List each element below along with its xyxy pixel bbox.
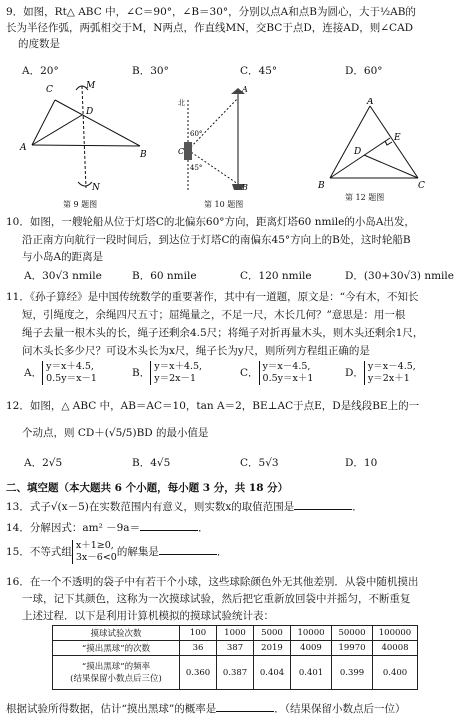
fig12-label-b: B [318,181,325,190]
q11-option-a [24,361,97,385]
q10-line2: 沿正南方向航行一段时间后，到达位于灯塔C的南偏东45°方向上的B处，这时轮船B [22,234,411,246]
q11-line4: 问木头长多少尺？可设木头长为x尺，绳子长为y尺，则所列方程组正确的是 [22,345,370,357]
table-cell: 36 [180,641,217,656]
fig12-caption: 第 12 题图 [345,193,385,202]
q11-option-a-label: A． [24,367,43,379]
table-cell: 0.404 [254,656,291,690]
q11-option-c-system [259,361,314,385]
table-header-cell: 5000 [254,626,291,641]
figure-12 [318,98,428,190]
table-cell-frequency-label [53,656,180,690]
q16-last-text: 根据试验所得数据，估计“摸出黑球”的概率是 [6,703,217,715]
q11-option-d-label: D． [345,367,364,379]
table-header-cell: 50000 [332,626,373,641]
q15-answer-blank[interactable] [159,545,217,555]
q10-option-b: B．60 nmile [132,270,197,282]
q11-option-d-eq1: y＝x－4.5, [367,361,416,372]
fig12-label-c: C [418,181,425,190]
q11-option-b [132,361,202,385]
q15-eq2: 3x－6<0 [75,552,117,563]
q16-line3: 上述过程．以下是利用计算机模拟的摸球试验统计表： [22,610,274,622]
table-header-cell: 摸球试验次数 [53,626,180,641]
q11-line1: 11．《孙子算经》是中国传统数学的重要著作，其中有一道题，原文是：“今有木，不知长 [6,291,419,303]
q16-answer-blank[interactable] [216,702,274,712]
fig10-label-a: A [242,85,248,94]
q11-option-c-eq2: 0.5y＝x＋1 [262,373,314,384]
q12-line2: 个动点，则 CD＋(√5/5)BD 的最小值是 [22,427,209,439]
q11-option-d [345,361,416,385]
q13-text: 13．式子√(x－5)在实数范围内有意义，则实数x的取值范围是 [6,501,295,513]
q11-option-a-eq1: y＝x＋4.5, [46,361,94,372]
q9-line3: 的度数是 [18,38,60,50]
q15-suffix: 的解集是 [116,546,159,558]
q11-line3: 绳子去量一根木头的长，绳子还剩余4.5尺；将绳子对折再量木头，则木头还剩余1尺， [22,327,424,339]
figure-9 [18,78,148,198]
q14-text: 14．分解因式：am² －9a＝ [6,522,141,534]
q9-line1: 9．如图，Rt△ ABC 中，∠C＝90°，∠B＝30°，分别以点A和点B为圆心，大于½AB的 [6,6,416,18]
q11-option-c-eq1: y＝x－4.5, [262,361,311,372]
q10-line3: 与小岛A的距离是 [22,251,104,263]
q11-option-a-eq2: 0.5y＝x－1 [46,373,97,384]
q12-option-b: B．4√5 [132,457,171,469]
q12-line1: 12．如图，△ ABC 中，AB＝AC＝10，tan A＝2，BE⊥AC于点E，D是线段BE上的一 [6,400,420,412]
table-cell: 4009 [291,641,332,656]
table-row [53,656,418,690]
fig10-angle-60: 60° [190,130,203,138]
table-header-cell: 100000 [373,626,418,641]
q9-option-d: D．60° [345,65,383,77]
q16-last-line [6,701,406,716]
q11-option-b-system [150,361,202,385]
table-header-row [53,626,418,641]
fig9-caption: 第 9 题图 [63,200,98,209]
experiment-table [52,625,418,690]
q14-line: 14．分解因式：am² －9a＝ ． [6,522,209,534]
q11-option-a-system [42,361,97,385]
q10-option-a: A．30√3 nmile [24,270,102,282]
q10-line1: 10．如图，一艘轮船从位于灯塔C的北偏东60°方向，距离灯塔60 nmile的小岛A出发， [6,216,415,228]
fig12-label-e: E [394,133,401,143]
table-header-cell: 1000 [217,626,254,641]
q15-line: 15．不等式组x＋1≥0, 3x－6<0的解集是 ． [6,540,228,563]
q11-option-d-system [364,361,416,385]
q16-line2: 一球，记下其颜色，这称为一次摸球试验，然后把它重新放回袋中并摇匀，不断重复 [22,593,411,605]
q12-option-a: A．2√5 [24,457,63,469]
fig10-label-b: B [242,183,248,192]
table-cell: 0.360 [180,656,217,690]
frequency-label-line2: (结果保留小数点后三位) [70,673,162,684]
figure-10 [178,80,258,198]
q12-option-d: D．10 [345,457,378,469]
fig9-label-c: C [46,85,53,95]
fig9-label-b: B [140,150,147,160]
fig10-angle-45: 45° [190,164,203,172]
q14-answer-blank[interactable] [140,521,198,531]
table-header-cell: 100 [180,626,217,641]
section-title-fill-in: 二、填空题（本大题共 6 个小题，每小题 3 分，共 18 分） [6,482,289,494]
q13-line: 13．式子√(x－5)在实数范围内有意义，则实数x的取值范围是 ． [6,501,363,513]
table-cell: 19970 [332,641,373,656]
q10-option-d: D．(30+30√3) nmile [345,270,454,282]
q15-eq1: x＋1≥0, [75,540,114,551]
q9-option-b: B．30° [132,65,169,77]
q9-option-c: C．45° [240,65,278,77]
q11-option-c [240,361,313,385]
q16-line1: 16．在一个不透明的袋子中有若干个小球，这些球除颜色外无其他差别．从袋中随机摸出 [6,576,419,588]
table-cell: 2019 [254,641,291,656]
table-cell: “摸出黑球”的次数 [53,641,180,656]
fig12-label-a: A [367,98,374,107]
fig9-label-m: M [86,81,96,91]
q11-line2: 短，引绳度之，余绳四尺五寸；屈绳量之，不足一尺，木长几何？”意思是：用一根 [22,309,406,321]
fig10-caption: 第 10 题图 [204,200,244,209]
q11-option-b-eq1: y＝x＋4.5, [154,361,203,372]
q16-last-tail: ．（结果保留小数点后一位） [274,703,406,715]
frequency-label-line1: “摸出黑球”的频率 [81,661,151,672]
q15-prefix: 15．不等式组 [6,546,72,558]
fig9-label-n: N [92,183,100,193]
fig10-label-c: C [178,147,185,156]
q11-option-b-label: B． [132,367,151,379]
table-row [53,641,418,656]
fig9-label-d: D [86,107,94,117]
table-header-cell: 10000 [291,626,332,641]
q15-system [72,540,117,564]
q11-option-b-eq2: y＝2x－1 [154,373,197,384]
q12-option-c: C．5√3 [240,457,279,469]
table-cell: 0.387 [217,656,254,690]
q10-option-c: C．120 nmile [240,270,312,282]
fig12-label-d: D [354,147,362,157]
q9-option-a: A．20° [22,65,59,77]
q11-option-d-eq2: y＝2x＋1 [367,373,410,384]
q13-answer-blank[interactable] [294,500,352,510]
table-cell: 0.401 [291,656,332,690]
fig10-label-north: 北 [178,99,185,107]
table-cell: 0.399 [332,656,373,690]
q9-line2: 长为半径作弧，两弧相交于M，N两点，作直线MN，交BC于点D，连接AD，则∠CAD [6,22,414,34]
q11-option-c-label: C． [240,367,259,379]
table-cell: 387 [217,641,254,656]
fig9-label-a: A [20,143,27,153]
table-cell: 40008 [373,641,418,656]
table-cell: 0.400 [373,656,418,690]
